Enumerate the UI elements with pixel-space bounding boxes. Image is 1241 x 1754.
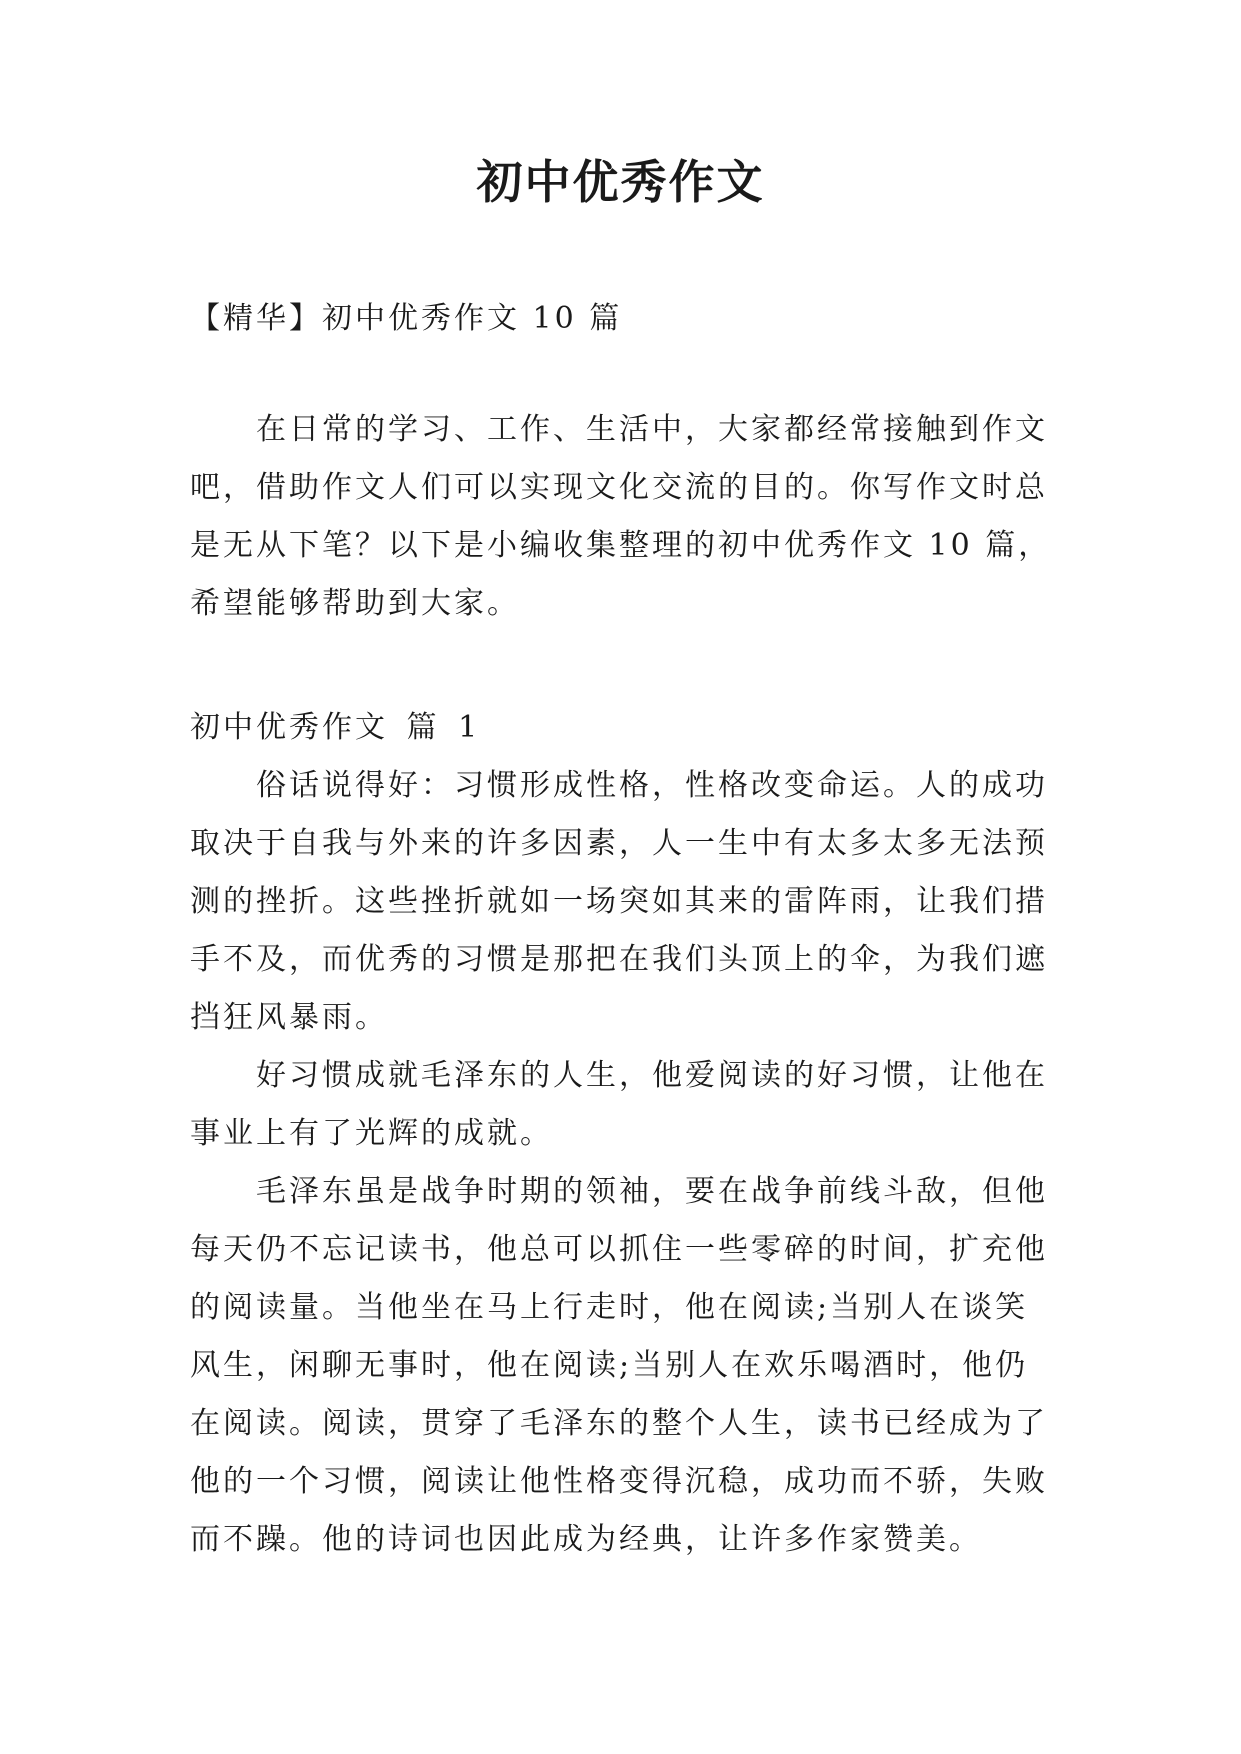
- section-heading: 初中优秀作文 篇 1: [190, 710, 481, 745]
- intro-paragraph: 在日常的学习、工作、生活中，大家都经常接触到作文吧，借助作文人们可以实现文化交流的目的。你写作文时总是无从下笔？以下是小编收集整理的初中优秀作文 10 篇，希望能够帮助到大家。: [190, 412, 1052, 621]
- essay-section-1: [190, 699, 1055, 1569]
- body-paragraph: 俗话说得好：习惯形成性格，性格改变命运。人的成功取决于自我与外来的许多因素，人一生中有太多太多无法预测的挫折。这些挫折就如一场突如其来的雷阵雨，让我们措手不及，而优秀的习惯是那把在我们头顶上的伞，为我们遮挡狂风暴雨。: [190, 768, 1048, 1035]
- body-paragraph: 毛泽东虽是战争时期的领袖，要在战争前线斗敌，但他每天仍不忘记读书，他总可以抓住一些零碎的时间，扩充他的阅读量。当他坐在马上行走时，他在阅读;当别人在谈笑风生，闲聊无事时，他在阅读;当别人在欢乐喝酒时，他仍在阅读。阅读，贯穿了毛泽东的整个人生，读书已经成为了他的一个习惯，阅读让他性格变得沉稳，成功而不骄，失败而不躁。他的诗词也因此成为经典，让许多作家赞美。: [190, 1174, 1048, 1557]
- body-paragraph: 好习惯成就毛泽东的人生，他爱阅读的好习惯，让他在事业上有了光辉的成就。: [190, 1058, 1048, 1151]
- document-subtitle: 【精华】初中优秀作文 10 篇: [190, 301, 623, 336]
- intro-block: [190, 401, 1055, 633]
- document-title: 初中优秀作文: [476, 155, 765, 209]
